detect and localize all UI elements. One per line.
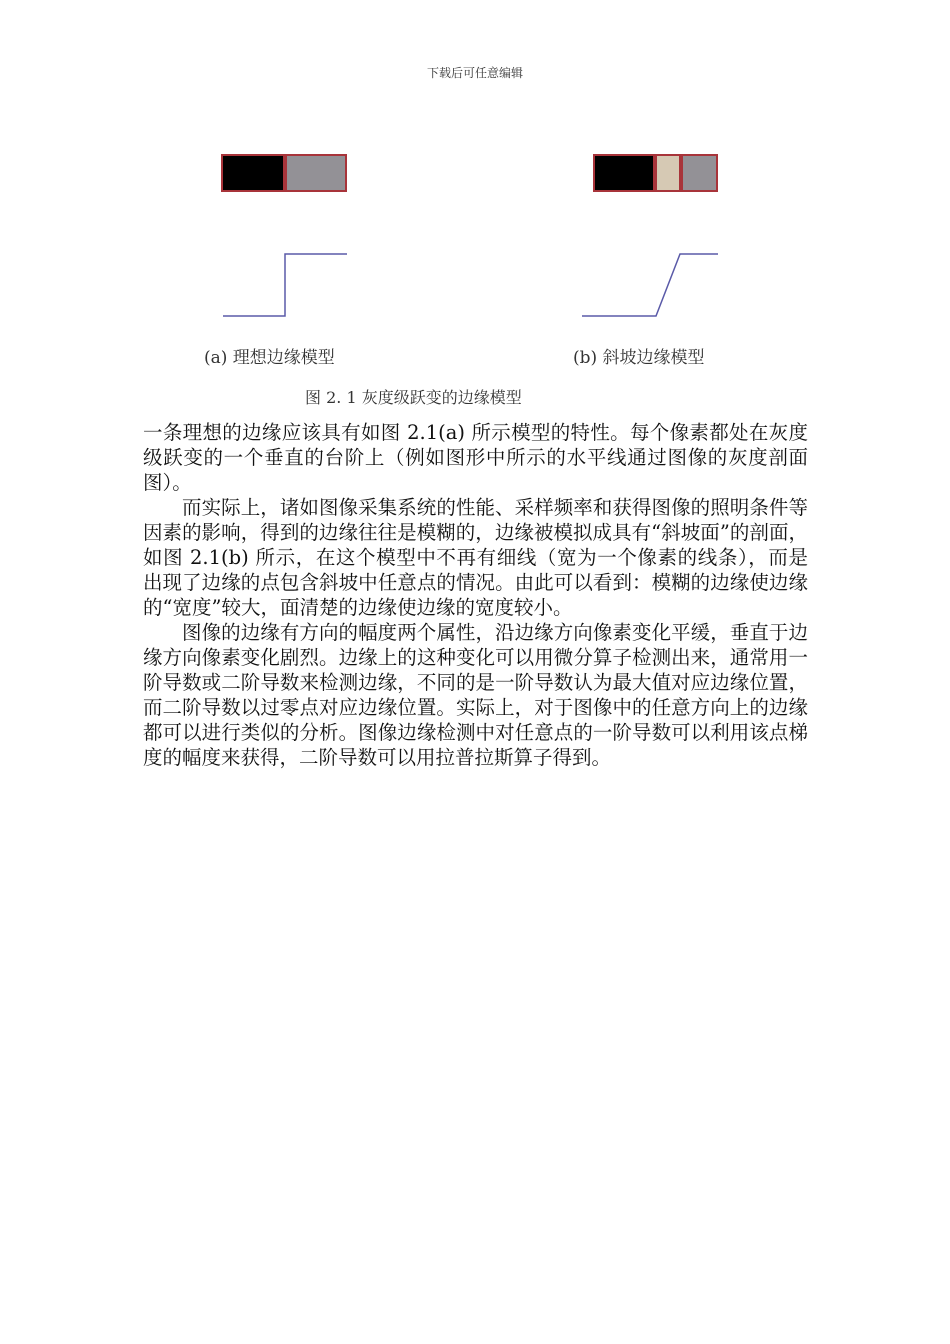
panel-b-gray-swatch [681,154,718,192]
panel-a-step-line [223,254,347,316]
panel-a-caption: (a) 理想边缘模型 [204,348,335,368]
panel-b-ramp-swatch [655,154,681,192]
page-header: 下载后可任意编辑 [426,66,523,80]
paragraph-3: 图像的边缘有方向的幅度两个属性，沿边缘方向像素变化平缓，垂直于边缘方向像素变化剧烈。边缘上的这种变化可以用微分算子检测出来，通常用一阶导数或二阶导数来检测边缘，不同的是一阶导数认为最大值对应边缘位置，而二阶导数以过零点对应边缘位置。实际上，对于图像中的任意方向上的边缘都可以进行类似的分析。图像边缘检测中对任意点的一阶导数可以利用该点梯度的幅度来获得，二阶导数可以用拉普拉斯算子得到。 [143,621,808,769]
panel-b-caption: (b) 斜坡边缘模型 [573,348,705,368]
paragraph-2: 而实际上，诸如图像采集系统的性能、采样频率和获得图像的照明条件等因素的影响，得到的边缘往往是模糊的，边缘被模拟成具有“斜坡面”的剖面，如图 2.1(b) 所示，在这个模型中不再有细线（宽为一个像素的线条），而是出现了边缘的点包含斜坡中任意点的情况。由此可以看到：模糊的边缘使边缘的“宽度”较大，面清楚的边缘使边缘的宽度较小。 [143,496,808,619]
panel-a-gray-swatch [285,154,347,192]
panel-b-swatches [593,154,718,192]
body-text [143,420,808,770]
panel-b-ramp-line [582,254,718,316]
panel-a-swatches [221,154,347,192]
figure-caption: 图 2. 1 灰度级跃变的边缘模型 [305,388,522,407]
panel-a-step-profile [221,250,351,320]
paragraph-1: 一条理想的边缘应该具有如图 2.1(a) 所示模型的特性。每个像素都处在灰度级跃变的一个垂直的台阶上（例如图形中所示的水平线通过图像的灰度剖面图）。 [143,421,808,494]
panel-a-black-swatch [221,154,285,192]
edge-model-figure [0,140,950,410]
panel-b-black-swatch [593,154,655,192]
panel-b-ramp-profile [580,250,720,320]
